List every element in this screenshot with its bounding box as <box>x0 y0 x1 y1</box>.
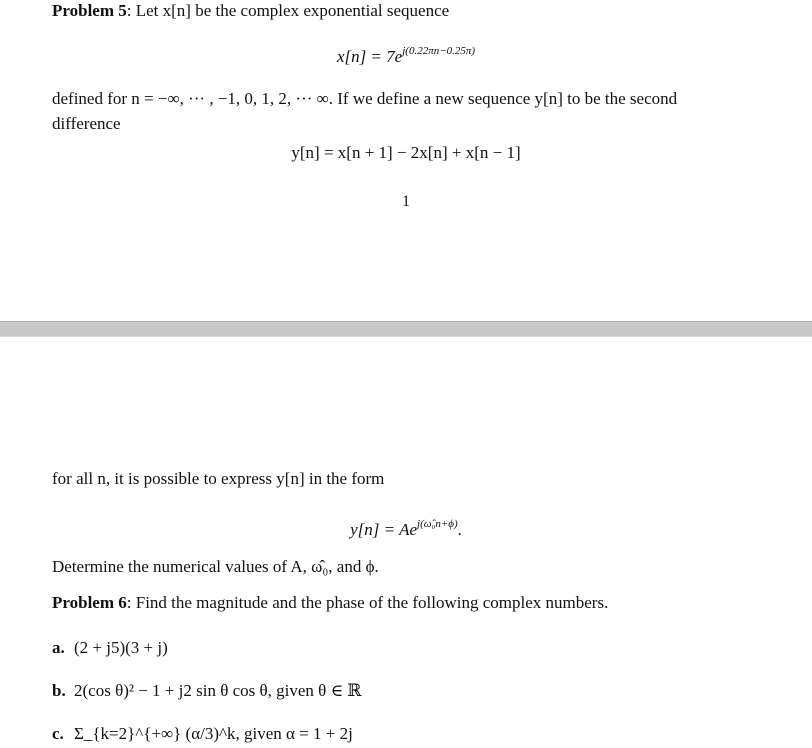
item-a-text: (2 + j5)(3 + j) <box>74 638 168 657</box>
page-2 <box>0 337 812 748</box>
item-c-text: Σ_{k=2}^{+∞} (α/3)^k, given α = 1 + 2j <box>74 724 353 743</box>
item-c-label: c. <box>52 724 64 743</box>
problem-5-heading: Problem 5 <box>52 1 127 20</box>
problem-6-heading: Problem 6 <box>52 593 127 612</box>
equation-x-main: x[n] = 7e <box>336 47 403 66</box>
problem-5-title <box>52 0 449 22</box>
equation-x-exponent: j(0.22πn−0.25π) <box>402 45 476 57</box>
determine-line: Determine the numerical values of A, ω̂₀, and ϕ. <box>52 557 379 576</box>
equation-y-form-main: y[n] = Ae <box>350 520 418 539</box>
page-separator <box>0 321 812 337</box>
equation-y-form-end: . <box>457 520 462 539</box>
equation-y-form <box>0 513 812 541</box>
equation-y-difference: y[n] = x[n + 1] − 2x[n] + x[n − 1] <box>291 143 521 162</box>
problem-6-title <box>52 592 608 614</box>
problem-6-item-a <box>52 637 168 659</box>
defined-line: defined for n = −∞, ··· , −1, 0, 1, 2, ··· ∞. If we define a new sequence y[n] to be the second <box>52 89 678 108</box>
problem-5-intro: : Let x[n] be the complex exponential sequence <box>126 1 450 20</box>
equation-x <box>0 40 812 68</box>
item-b-text: 2(cos θ)² − 1 + j2 sin θ cos θ, given θ ∈ ℝ <box>74 681 362 700</box>
page-1 <box>0 0 812 321</box>
problem-6-intro: : Find the magnitude and the phase of the following complex numbers. <box>126 593 609 612</box>
problem-6-item-c <box>52 723 353 745</box>
equation-y-form-exponent: j(ω̂₀n+ϕ) <box>417 518 458 530</box>
item-b-label: b. <box>52 681 66 700</box>
continuation-line: for all n, it is possible to express y[n] in the form <box>52 469 385 488</box>
difference-word: difference <box>52 114 121 133</box>
page-number: 1 <box>402 193 410 210</box>
problem-6-item-b <box>52 680 362 702</box>
item-a-label: a. <box>52 638 65 657</box>
